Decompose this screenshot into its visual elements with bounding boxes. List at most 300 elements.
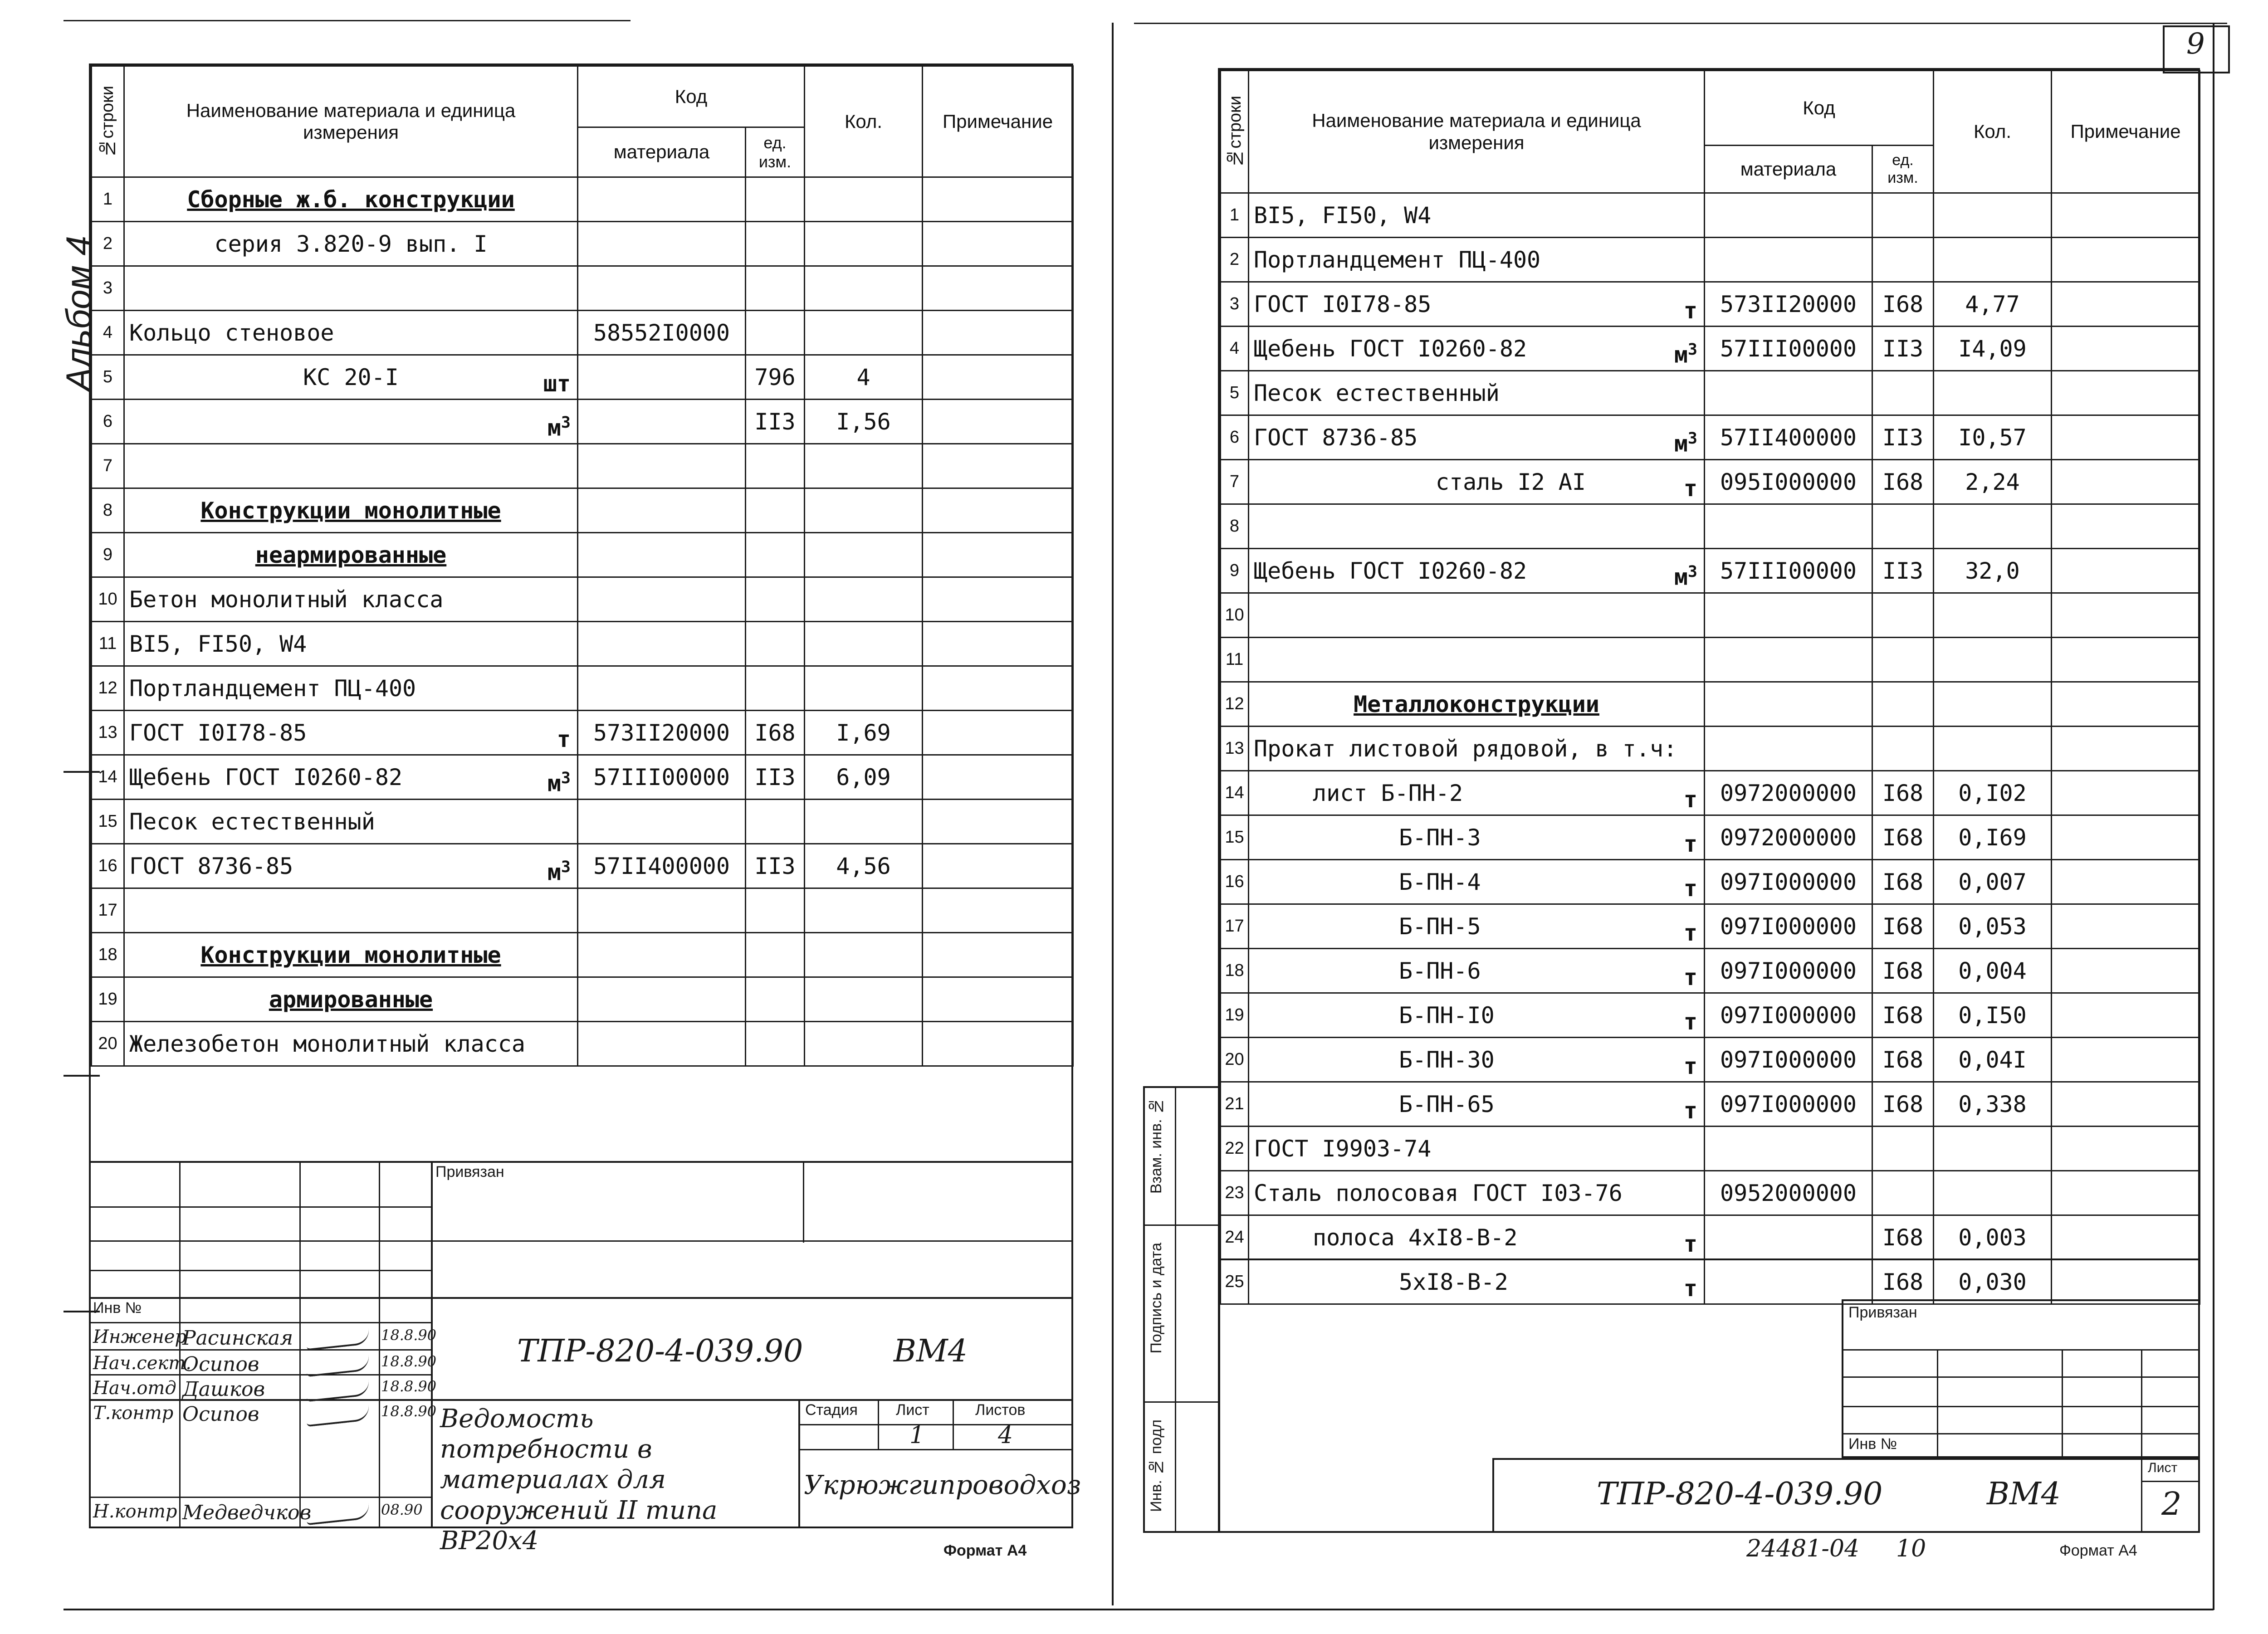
unit-code — [746, 222, 805, 266]
material-name-text: Кольцо стеновое — [129, 319, 334, 346]
unit-symbol: $м^3$ — [547, 858, 571, 886]
table-row — [92, 755, 1073, 800]
bottom-rule — [64, 1609, 2214, 1610]
unit-code — [746, 888, 805, 933]
material-name-text: ГОСТ I0I78-85 — [129, 719, 307, 746]
material-code — [578, 444, 746, 488]
unit-code: I68 — [1872, 1082, 1934, 1127]
quantity — [805, 266, 923, 311]
material-code — [1705, 238, 1872, 282]
rtb-sheet-v — [2141, 1458, 2142, 1533]
quantity — [1934, 193, 2052, 238]
material-name-text: ГОСТ 8736-85 — [129, 853, 293, 879]
unit-code — [746, 488, 805, 533]
quantity — [805, 533, 923, 577]
row-number: 14 — [92, 755, 124, 800]
quantity: 0,04I — [1934, 1038, 2052, 1082]
material-code — [578, 533, 746, 577]
tb-v-4 — [431, 1161, 433, 1528]
quantity: I4,09 — [1934, 327, 2052, 371]
table-row — [1221, 638, 2200, 682]
material-code: 097I000000 — [1705, 1038, 1872, 1082]
note-cell — [2052, 1260, 2200, 1304]
quantity — [805, 800, 923, 844]
rtb-top-rule — [1218, 1258, 2200, 1260]
tb-v-stage2 — [878, 1399, 879, 1449]
quantity — [805, 488, 923, 533]
note-cell — [923, 1022, 1073, 1066]
signer-role: Инженер — [93, 1327, 186, 1347]
table-row — [1221, 549, 2200, 593]
material-name-text: сталь I2 AI — [1435, 468, 1586, 495]
material-name-text: серия 3.820-9 вып. I — [214, 230, 488, 257]
unit-code: 796 — [746, 355, 805, 400]
unit-code: I68 — [1872, 282, 1934, 327]
material-code — [1705, 593, 1872, 638]
quantity: 0,003 — [1934, 1215, 2052, 1260]
tb-v-5 — [803, 1161, 804, 1243]
unit-code: I68 — [1872, 993, 1934, 1038]
table-row — [1221, 282, 2200, 327]
doc-code: ТПР-820-4-039.90 — [517, 1333, 803, 1369]
unit-code: I68 — [1872, 1038, 1934, 1082]
table-row — [92, 355, 1073, 400]
table-row — [92, 622, 1073, 666]
header-code: Код — [1705, 71, 1934, 146]
table-row — [92, 533, 1073, 577]
signer-date: 18.8.90 — [381, 1327, 437, 1344]
sheet-value: 1 — [909, 1422, 925, 1449]
table-row — [1221, 860, 2200, 904]
unit-code: I68 — [1872, 771, 1934, 815]
signer-date: 18.8.90 — [381, 1378, 437, 1395]
table-row — [1221, 415, 2200, 460]
material-code — [578, 222, 746, 266]
quantity: 4 — [805, 355, 923, 400]
material-name — [124, 1022, 578, 1066]
note-cell — [2052, 238, 2200, 282]
material-name-text: Портландцемент ПЦ-400 — [1254, 246, 1541, 273]
quantity: 0,030 — [1934, 1260, 2052, 1304]
unit-code — [1872, 593, 1934, 638]
unit-code — [1872, 371, 1934, 415]
row-number: 5 — [92, 355, 124, 400]
signer-role: Н.контр — [93, 1501, 177, 1522]
unit-code — [746, 1022, 805, 1066]
material-name — [124, 844, 578, 888]
material-name — [1249, 638, 1705, 682]
unit-code — [746, 266, 805, 311]
table-row — [92, 666, 1073, 711]
table-row — [1221, 504, 2200, 549]
material-name-text: Щебень ГОСТ I0260-82 — [129, 764, 403, 790]
signer-name: Осипов — [182, 1403, 259, 1426]
material-name-text: BI5, FI50, W4 — [1254, 202, 1432, 229]
note-cell — [2052, 1038, 2200, 1082]
material-name — [124, 400, 578, 444]
table-row — [1221, 771, 2200, 815]
row-number: 2 — [92, 222, 124, 266]
row-number: 13 — [1221, 727, 1249, 771]
quantity: 2,24 — [1934, 460, 2052, 504]
row-number: 15 — [92, 800, 124, 844]
row-number: 19 — [1221, 993, 1249, 1038]
material-code — [578, 577, 746, 622]
material-code — [578, 800, 746, 844]
header-code: Код — [578, 66, 805, 127]
row-number: 23 — [1221, 1171, 1249, 1215]
material-code — [1705, 1215, 1872, 1260]
row-number: 22 — [1221, 1127, 1249, 1171]
row-number: 2 — [1221, 238, 1249, 282]
note-cell — [2052, 593, 2200, 638]
unit-symbol: $м^3$ — [547, 414, 571, 441]
material-name-text: Щебень ГОСТ I0260-82 — [1254, 335, 1527, 362]
unit-code: I68 — [1872, 1260, 1934, 1304]
row-number: 17 — [92, 888, 124, 933]
material-name — [1249, 771, 1705, 815]
album-note: Альбом 4 — [59, 236, 98, 391]
header-name: Наименование материала и единица измерения — [124, 66, 578, 177]
sheets-value: 4 — [998, 1422, 1013, 1449]
rtb-sheet-h — [2141, 1481, 2200, 1482]
note-cell — [923, 222, 1073, 266]
material-code: 0972000000 — [1705, 771, 1872, 815]
tb-h — [431, 1240, 1073, 1242]
material-name-text: Конструкции монолитные — [200, 497, 501, 524]
quantity — [805, 177, 923, 222]
material-name — [124, 577, 578, 622]
row-number: 20 — [1221, 1038, 1249, 1082]
inv-no-label: Инв № — [1848, 1435, 1897, 1453]
material-name — [1249, 949, 1705, 993]
note-cell — [923, 755, 1073, 800]
table-row — [1221, 1038, 2200, 1082]
header-qty: Кол. — [805, 66, 923, 177]
unit-code — [746, 800, 805, 844]
material-code: 58552I0000 — [578, 311, 746, 355]
note-cell — [2052, 1215, 2200, 1260]
note-cell — [2052, 815, 2200, 860]
unit-code: I68 — [1872, 904, 1934, 949]
note-cell — [2052, 638, 2200, 682]
material-name — [124, 311, 578, 355]
material-name — [1249, 1260, 1705, 1304]
material-name-text: BI5, FI50, W4 — [129, 630, 307, 657]
material-name — [1249, 682, 1705, 727]
material-code: 097I000000 — [1705, 860, 1872, 904]
header-qty: Кол. — [1934, 71, 2052, 193]
material-code: 57II400000 — [1705, 415, 1872, 460]
material-name-text: Портландцемент ПЦ-400 — [129, 675, 416, 702]
note-cell — [923, 666, 1073, 711]
unit-code — [746, 977, 805, 1022]
material-name — [1249, 1215, 1705, 1260]
material-name — [1249, 193, 1705, 238]
quantity — [1934, 593, 2052, 638]
row-number: 14 — [1221, 771, 1249, 815]
material-name — [1249, 415, 1705, 460]
material-name — [124, 533, 578, 577]
quantity — [1934, 1171, 2052, 1215]
unit-code — [1872, 682, 1934, 727]
sheets-label: Листов — [975, 1401, 1026, 1419]
table-row — [1221, 371, 2200, 415]
note-cell — [2052, 327, 2200, 371]
unit-code — [746, 666, 805, 711]
tb-h — [89, 1206, 431, 1208]
material-name-text: Б-ПН-3 — [1399, 824, 1481, 851]
material-name — [1249, 549, 1705, 593]
material-name-text: Металлоконструкции — [1354, 691, 1599, 717]
signer-name: Осипов — [182, 1353, 259, 1376]
rtb-h — [1842, 1349, 2200, 1351]
material-name — [1249, 815, 1705, 860]
note-cell — [923, 977, 1073, 1022]
material-name — [1249, 1171, 1705, 1215]
signer-role: Нач.отд — [93, 1378, 176, 1399]
material-name-text: Сборные ж.б. конструкции — [187, 186, 515, 213]
table-row — [92, 177, 1073, 222]
side-stamp-divider — [1175, 1086, 1176, 1533]
quantity — [1934, 371, 2052, 415]
tb-h-stage — [798, 1449, 1073, 1450]
note-cell — [2052, 549, 2200, 593]
material-name — [1249, 238, 1705, 282]
row-number: 6 — [1221, 415, 1249, 460]
material-code — [578, 266, 746, 311]
unit-symbol: т — [1683, 475, 1697, 502]
table-row — [92, 444, 1073, 488]
quantity: 0,004 — [1934, 949, 2052, 993]
top-rule-left — [64, 20, 631, 21]
rtb-h — [1842, 1376, 2200, 1378]
note-cell — [2052, 1171, 2200, 1215]
note-cell — [2052, 504, 2200, 549]
note-cell — [2052, 727, 2200, 771]
material-code — [578, 1022, 746, 1066]
material-name-text: Сталь полосовая ГОСТ I03-76 — [1254, 1180, 1623, 1206]
signer-name: Расинская — [182, 1327, 293, 1350]
note-cell — [2052, 771, 2200, 815]
row-number: 18 — [92, 933, 124, 977]
table-row — [1221, 460, 2200, 504]
row-number: 8 — [92, 488, 124, 533]
material-name — [1249, 1127, 1705, 1171]
unit-symbol: $м^3$ — [547, 769, 571, 797]
material-code: 097I000000 — [1705, 1082, 1872, 1127]
unit-symbol: т — [1683, 831, 1697, 857]
unit-symbol: т — [557, 726, 571, 752]
tb-h — [89, 1240, 431, 1242]
material-name — [1249, 904, 1705, 949]
material-name-text: неармированные — [255, 541, 447, 568]
table-row — [1221, 1127, 2200, 1171]
tb-v-3 — [379, 1161, 380, 1528]
unit-code: II3 — [1872, 415, 1934, 460]
table-row — [1221, 1082, 2200, 1127]
quantity — [805, 444, 923, 488]
material-code: 57III00000 — [1705, 549, 1872, 593]
material-name-text: Б-ПН-I0 — [1399, 1002, 1495, 1029]
row-number: 25 — [1221, 1260, 1249, 1304]
note-cell — [923, 400, 1073, 444]
side-stamp-h — [1143, 1224, 1220, 1226]
quantity — [805, 311, 923, 355]
unit-code — [1872, 238, 1934, 282]
material-code — [1705, 504, 1872, 549]
note-cell — [2052, 282, 2200, 327]
tb-h-stage — [798, 1424, 1073, 1425]
quantity: 0,007 — [1934, 860, 2052, 904]
material-name-text: Б-ПН-6 — [1399, 957, 1481, 984]
rtb-h — [1842, 1406, 2200, 1407]
note-cell — [923, 888, 1073, 933]
material-code: 0952000000 — [1705, 1171, 1872, 1215]
quantity — [1934, 638, 2052, 682]
material-code — [578, 355, 746, 400]
side-label: Подпись и дата — [1148, 1243, 1165, 1354]
quantity: 4,77 — [1934, 282, 2052, 327]
unit-code: I68 — [1872, 1215, 1934, 1260]
tb-h — [89, 1497, 431, 1498]
table-row — [92, 888, 1073, 933]
unit-symbol: т — [1683, 786, 1697, 813]
tb-h — [89, 1297, 1073, 1299]
note-cell — [2052, 993, 2200, 1038]
unit-code: I68 — [1872, 460, 1934, 504]
unit-symbol: т — [1683, 298, 1697, 324]
quantity — [1934, 682, 2052, 727]
unit-symbol: т — [1683, 964, 1697, 990]
table-row — [1221, 682, 2200, 727]
material-name — [1249, 327, 1705, 371]
signer-name: Дашков — [182, 1378, 265, 1401]
quantity: 0,053 — [1934, 904, 2052, 949]
material-name — [1249, 1038, 1705, 1082]
row-number: 10 — [92, 577, 124, 622]
left-materials-table — [91, 65, 1074, 1067]
note-cell — [2052, 1127, 2200, 1171]
quantity — [805, 622, 923, 666]
unit-code — [1872, 727, 1934, 771]
tb-v-stage3 — [953, 1399, 954, 1449]
unit-symbol: т — [1683, 1053, 1697, 1079]
material-name-text: полоса 4хI8-В-2 — [1313, 1224, 1518, 1251]
table-row — [92, 577, 1073, 622]
note-cell — [923, 800, 1073, 844]
note-cell — [2052, 460, 2200, 504]
table-row — [92, 1022, 1073, 1066]
signer-date: 18.8.90 — [381, 1353, 437, 1370]
note-cell — [2052, 193, 2200, 238]
table-row — [92, 311, 1073, 355]
material-code: 095I000000 — [1705, 460, 1872, 504]
quantity — [805, 888, 923, 933]
right-materials-table — [1220, 70, 2200, 1305]
quantity — [805, 666, 923, 711]
unit-code — [746, 622, 805, 666]
table-row — [92, 400, 1073, 444]
material-name — [1249, 593, 1705, 638]
unit-code: II3 — [746, 400, 805, 444]
note-cell — [923, 622, 1073, 666]
table-row — [92, 222, 1073, 266]
material-code — [578, 977, 746, 1022]
table-row — [92, 488, 1073, 533]
material-code — [1705, 638, 1872, 682]
material-code — [578, 400, 746, 444]
row-number: 20 — [92, 1022, 124, 1066]
material-code: 57II400000 — [578, 844, 746, 888]
material-name — [124, 666, 578, 711]
material-name-text: Прокат листовой рядовой, в т.ч: — [1254, 735, 1677, 762]
material-code: 097I000000 — [1705, 904, 1872, 949]
row-number: 16 — [1221, 860, 1249, 904]
note-cell — [2052, 860, 2200, 904]
table-row — [1221, 727, 2200, 771]
material-code: 573II20000 — [578, 711, 746, 755]
material-name — [124, 177, 578, 222]
row-number: 16 — [92, 844, 124, 888]
note-cell — [923, 444, 1073, 488]
row-number: 4 — [1221, 327, 1249, 371]
quantity: 4,56 — [805, 844, 923, 888]
row-number: 1 — [92, 177, 124, 222]
quantity: 0,338 — [1934, 1082, 2052, 1127]
unit-code — [1872, 1127, 1934, 1171]
tb-top-rule — [89, 1161, 1073, 1163]
table-row — [1221, 949, 2200, 993]
quantity: 6,09 — [805, 755, 923, 800]
rtb-v — [2062, 1349, 2063, 1458]
material-name — [1249, 727, 1705, 771]
sheet-description: Ведомость потребности в материалах для сооружений II типа ВР20х4 — [440, 1404, 718, 1556]
table-row — [1221, 593, 2200, 638]
unit-symbol: т — [1683, 875, 1697, 902]
material-name-text: Б-ПН-4 — [1399, 868, 1481, 895]
unit-symbol: т — [1683, 1009, 1697, 1035]
material-name — [1249, 504, 1705, 549]
note-cell — [923, 533, 1073, 577]
material-code — [1705, 727, 1872, 771]
header-material: материала — [578, 127, 746, 177]
row-number: 18 — [1221, 949, 1249, 993]
rtb-v — [2141, 1349, 2142, 1458]
quantity — [1934, 238, 2052, 282]
material-name-text: 5хI8-В-2 — [1399, 1268, 1508, 1295]
table-row — [1221, 238, 2200, 282]
material-name-text: Железобетон монолитный класса — [129, 1030, 525, 1057]
material-name — [1249, 1082, 1705, 1127]
note-cell — [923, 577, 1073, 622]
header-material: материала — [1705, 146, 1872, 193]
quantity — [805, 1022, 923, 1066]
material-name-text: Б-ПН-5 — [1399, 913, 1481, 940]
unit-code — [1872, 638, 1934, 682]
material-name — [124, 622, 578, 666]
unit-code — [1872, 504, 1934, 549]
material-code — [578, 488, 746, 533]
row-number: 11 — [1221, 638, 1249, 682]
organization: Укрюжгипроводхоз — [804, 1469, 1081, 1500]
material-code — [1705, 1127, 1872, 1171]
quantity — [1934, 504, 2052, 549]
material-code — [1705, 682, 1872, 727]
row-number: 17 — [1221, 904, 1249, 949]
sheet-label: Лист — [2148, 1460, 2178, 1475]
row-number: 4 — [92, 311, 124, 355]
